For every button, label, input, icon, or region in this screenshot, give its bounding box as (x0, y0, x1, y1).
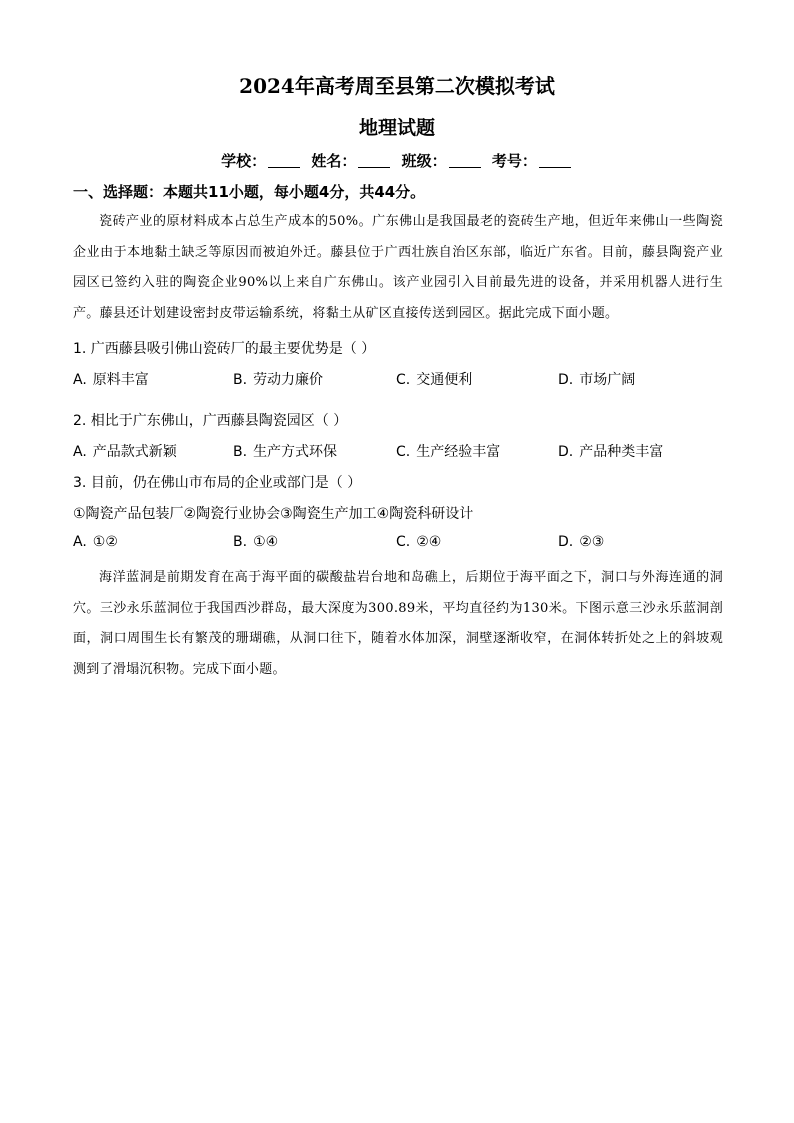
option-text: 产品款式新颖 (92, 444, 177, 460)
section-heading: 一、选择题：本题共11小题，每小题4分，共44分。 (73, 183, 426, 201)
option-text: ①② (92, 534, 118, 550)
reading-passage-2: 海洋蓝洞是前期发育在高于海平面的碳酸盐岩台地和岛礁上，后期位于海平面之下，洞口与外海连通的洞穴。三沙永乐蓝洞位于我国西沙群岛，最大深度为300.89米，平均直径约为130米。下图示意三沙永乐蓝洞剖面，洞口周围生长有繁茂的珊瑚礁，从洞口往下，随着水体加深，洞壁逐渐收窄，在洞体转折处之上的斜坡观测到了滑塌沉积物。完成下面小题。 (73, 570, 723, 677)
option-letter: D. (558, 444, 574, 460)
option-a (73, 534, 118, 550)
option-d (558, 534, 604, 550)
option-text: ①④ (253, 534, 279, 550)
option-letter: B. (233, 534, 248, 550)
option-a (73, 441, 177, 461)
student-info-line (0, 150, 794, 171)
option-b (233, 369, 323, 389)
question-3-options (73, 534, 723, 554)
option-text: 市场广阔 (579, 372, 636, 388)
option-b (233, 534, 278, 550)
reading-passage-1: 瓷砖产业的原材料成本占总生产成本的50%。广东佛山是我国最老的瓷砖生产地，但近年来佛山一些陶瓷企业由于本地黏土缺乏等原因而被迫外迁。藤县位于广西壮族自治区东部，临近广东省。目前，藤县陶瓷产业园区已签约入驻的陶瓷企业90%以上来自广东佛山。该产业园引入目前最先进的设备，并采用机器人进行生产。藤县还计划建设密封皮带运输系统，将黏土从矿区直接传送到园区。据此完成下面小题。 (73, 214, 723, 321)
option-c (396, 369, 472, 389)
question-2-stem: 2. 相比于广东佛山，广西藤县陶瓷园区（ ） (73, 413, 348, 429)
class-blank (449, 153, 481, 168)
question-2-options (73, 441, 723, 461)
question-1-stem: 1. 广西藤县吸引佛山瓷砖厂的最主要优势是（ ） (73, 341, 376, 357)
question-1-options (73, 369, 723, 389)
option-d (558, 369, 635, 389)
option-text: 生产方式环保 (253, 444, 338, 460)
exam-number-blank (539, 153, 571, 168)
option-text: ②③ (579, 534, 605, 550)
exam-title: 2024年高考周至县第二次模拟考试 (239, 74, 555, 98)
option-letter: B. (233, 372, 248, 388)
exam-number-field (492, 152, 573, 170)
option-text: 生产经验丰富 (416, 444, 501, 460)
exam-number-label: 考号： (491, 152, 537, 170)
school-label: 学校： (221, 152, 267, 170)
option-letter: B. (233, 444, 248, 460)
name-label: 姓名： (311, 152, 357, 170)
exam-subtitle: 地理试题 (358, 117, 435, 139)
option-letter: D. (558, 372, 574, 388)
name-field (311, 152, 392, 170)
option-text: 交通便利 (416, 372, 473, 388)
option-letter: C. (396, 534, 411, 550)
option-text: 劳动力廉价 (253, 372, 324, 388)
class-field (402, 152, 483, 170)
option-c (396, 441, 500, 461)
option-a (73, 369, 149, 389)
option-b (233, 441, 337, 461)
option-letter: A. (73, 534, 87, 550)
option-text: ②④ (416, 534, 442, 550)
name-blank (358, 153, 390, 168)
question-3-stem: 3. 目前，仍在佛山市布局的企业或部门是（ ） (73, 475, 362, 491)
option-letter: C. (396, 444, 411, 460)
option-letter: A. (73, 372, 87, 388)
school-blank (268, 153, 300, 168)
option-letter: C. (396, 372, 411, 388)
option-d (558, 441, 663, 461)
option-text: 原料丰富 (92, 372, 149, 388)
option-letter: D. (558, 534, 574, 550)
option-letter: A. (73, 444, 87, 460)
school-field (221, 152, 302, 170)
class-label: 班级： (401, 152, 447, 170)
option-text: 产品种类丰富 (579, 444, 664, 460)
question-3-items: ①陶瓷产品包装厂②陶瓷行业协会③陶瓷生产加工④陶瓷科研设计 (73, 506, 474, 522)
option-c (396, 534, 441, 550)
